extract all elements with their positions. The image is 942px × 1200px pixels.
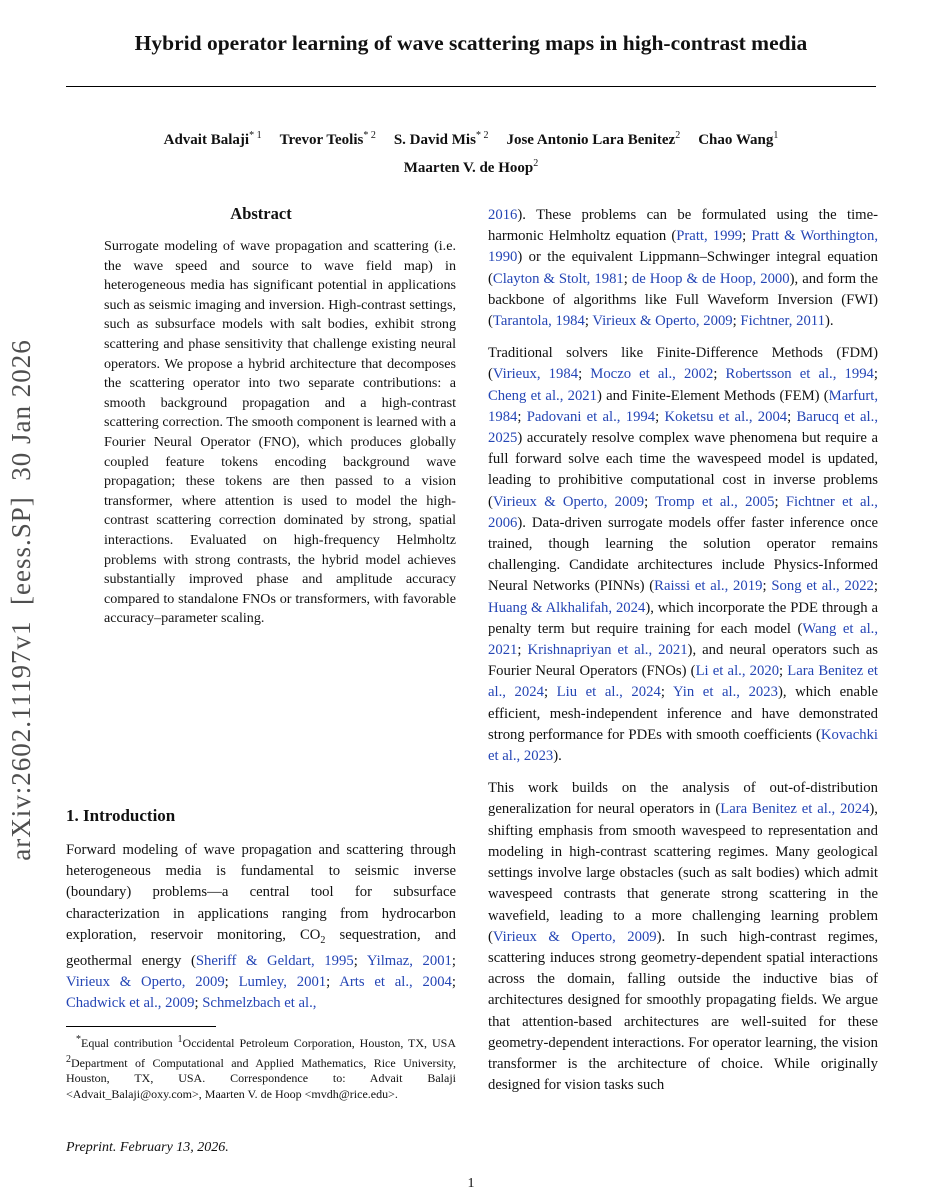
footnote-rule	[66, 1026, 216, 1027]
text-segment: Chao Wang	[698, 132, 774, 148]
text-segment: ;	[660, 684, 673, 701]
citation-link[interactable]: Virieux & Operto, 2009	[492, 493, 645, 510]
right-column	[488, 205, 878, 1107]
text-segment: ;	[353, 952, 367, 969]
text-segment: ) accurately resolve complex wave phenomena but require a full forward solve each time the wavespeed model is updated, leading to prohibitive computational cost in inverse problems (	[488, 430, 878, 510]
citation-link[interactable]: Clayton & Stolt, 1981	[492, 270, 624, 287]
right-paragraph-3	[488, 778, 878, 1096]
citation-link[interactable]: Krishnapriyan et al., 2021	[527, 642, 688, 659]
authors-line-2	[66, 152, 876, 180]
citation-link[interactable]: Raissi et al., 2019	[654, 578, 763, 595]
text-segment: ;	[732, 313, 741, 330]
text-segment: ), and form the backbone of algorithms like Full Waveform Inversion (FWI) (	[488, 270, 879, 330]
authors-line-1	[66, 124, 876, 152]
text-segment: ;	[873, 366, 878, 383]
text-segment: ).	[824, 313, 834, 330]
text-segment: ). These problems can be formulated using the time-harmonic Helmholtz equation (	[488, 207, 878, 245]
citation-link[interactable]: Kovachki et al., 2023	[488, 726, 878, 765]
text-segment: ;	[517, 642, 528, 659]
citation-link[interactable]: Cheng et al., 2021	[488, 387, 597, 404]
text-segment: ). Data-driven surrogate models offer faster inference once trained, though learning the solution operator remains challenging. Candidate architectures include Physics-Informed Neural Networks (PINNs) (	[488, 514, 878, 595]
abstract-text: Surrogate modeling of wave propagation and scattering (i.e. the wave speed and source to wave field map) in heterogeneous media has significant potential in applications such as seismic imaging and inversion. High-contrast settings, such as subsurface models with salt bodies, exhibit strong scattering and phase sensitivity that challenge existing neural operators. We propose a hybrid architecture that decomposes the scattering operator into two separate contributions: a smooth background propagation and a high-contrast scattering correction. The smooth component is learned with a Fourier Neural Operator (FNO), which produces globally coupled feature tokens encoding background wave propagation; these tokens are then passed to a vision transformer, where attention is used to model the high-contrast scattering correction dominated by strong, spatial interactions. Evaluated on high-frequency Helmholtz problems with strong contrasts, the hybrid model achieves substantially improved phase and amplitude accuracy compared to standalone FNOs or transformers, with favorable accuracy–parameter scaling.	[104, 238, 456, 627]
text-segment: ;	[655, 408, 665, 425]
citation-link[interactable]: Koketsu et al., 2004	[664, 408, 788, 425]
text-segment: 2	[533, 158, 539, 169]
citation-link[interactable]: Fichtner et al., 2006	[488, 493, 878, 531]
citation-link[interactable]: Virieux & Operto, 2009	[592, 313, 733, 330]
text-segment: Maarten V. de Hoop	[403, 160, 534, 176]
text-segment: This work builds on the analysis of out-of-distribution generalization for neural operators in (	[488, 780, 878, 818]
text-segment: Trevor Teolis	[279, 132, 364, 148]
citation-link[interactable]: Song et al., 2022	[771, 578, 874, 595]
citation-link[interactable]: Barucq et al., 2025	[488, 408, 878, 447]
citation-link[interactable]: Tromp et al., 2005	[655, 493, 775, 510]
text-segment: ;	[451, 952, 456, 969]
title-rule	[66, 86, 876, 87]
citation-link[interactable]: Schmelzbach et al.,	[202, 995, 317, 1012]
left-column	[66, 204, 456, 629]
citation-link[interactable]: Huang & Alkhalifah, 2024	[488, 599, 646, 616]
text-segment: ).	[553, 748, 562, 765]
text-segment: ;	[224, 974, 239, 991]
text-segment: ;	[578, 366, 591, 383]
citation-link[interactable]: Liu et al., 2024	[556, 684, 661, 701]
citation-link[interactable]: Li et al., 2020	[695, 663, 780, 680]
text-segment: * 2	[363, 130, 376, 141]
introduction-section	[66, 806, 456, 1026]
citation-link[interactable]: Robertsson et al., 1994	[725, 366, 874, 383]
citation-link[interactable]: Tarantola, 1984	[492, 313, 585, 330]
text-segment: ), which incorporate the PDE through a penalty term but require training for each model (	[488, 599, 878, 637]
citation-link[interactable]: 2016	[488, 207, 518, 223]
section-heading-introduction: 1. Introduction	[66, 806, 176, 825]
citation-link[interactable]: Arts et al., 2004	[339, 974, 452, 991]
text-segment: 1	[177, 1034, 183, 1045]
citation-link[interactable]: Sheriff & Geldart, 1995	[195, 952, 354, 969]
citation-link[interactable]: Yilmaz, 2001	[366, 952, 452, 969]
paper-title: Hybrid operator learning of wave scattering maps in high-contrast media	[134, 31, 808, 55]
text-segment: ) or the equivalent Lippmann–Schwinger integral equation (	[488, 249, 878, 287]
text-segment: Traditional solvers like Finite-Difference Methods (FDM) (	[488, 345, 878, 383]
text-segment: 2	[66, 1053, 71, 1065]
text-segment: 2	[320, 934, 326, 946]
text-segment: ;	[873, 578, 878, 595]
citation-link[interactable]: Lara Benitez et al., 2024	[488, 663, 878, 701]
text-segment: ;	[774, 493, 786, 510]
text-segment: ) and Finite-Element Methods (FEM) (	[596, 387, 829, 404]
text-segment: 2	[675, 130, 681, 141]
text-segment: ), shifting emphasis from smooth wavespeed to representation and modeling in high-contrast scattering regimes. Many geological settings involve large obstacles (such as salt bodies) which admit wavespeed contrasts that generate strong scattering in the wavefield, leading to a more challenging learning problem (	[488, 801, 878, 945]
text-segment: Equal contribution	[81, 1036, 178, 1050]
text-segment: ), and neural operators such as Fourier Neural Operators (FNOs) (	[488, 642, 878, 680]
text-segment: ;	[623, 270, 632, 287]
citation-link[interactable]: Virieux & Operto, 2009	[66, 974, 225, 991]
text-segment: ;	[543, 684, 557, 701]
text-segment: ;	[787, 408, 797, 425]
abstract-heading: Abstract	[230, 204, 292, 223]
citation-link[interactable]: de Hoop & de Hoop, 2000	[631, 270, 790, 287]
text-segment: ;	[644, 493, 656, 510]
right-paragraph-2	[488, 343, 878, 767]
citation-link[interactable]: Pratt & Worthington, 1990	[488, 228, 878, 266]
citation-link[interactable]: Pratt, 1999	[676, 228, 743, 245]
citation-link[interactable]: Lumley, 2001	[238, 974, 327, 991]
citation-link[interactable]: Virieux & Operto, 2009	[492, 928, 657, 945]
text-segment: *	[76, 1034, 81, 1045]
text-segment: ;	[584, 313, 593, 330]
citation-link[interactable]: Moczo et al., 2002	[590, 366, 714, 383]
text-segment: 1	[773, 130, 779, 141]
citation-link[interactable]: Wang et al., 2021	[488, 620, 878, 659]
text-segment: ;	[194, 995, 203, 1012]
authors-block	[66, 124, 876, 180]
text-segment: ), which enable efficient, mesh-independent inference and have demonstrated strong performance for PDEs with smooth coefficients (	[488, 684, 878, 743]
text-segment: ;	[451, 974, 456, 991]
citation-link[interactable]: Yin et al., 2023	[672, 684, 778, 701]
text-segment: ;	[326, 974, 340, 991]
citation-link[interactable]: Fichtner, 2011	[740, 313, 825, 330]
right-paragraph-1	[488, 205, 878, 332]
citation-link[interactable]: Lara Benitez et al., 2024	[720, 801, 870, 818]
text-segment: ;	[713, 366, 726, 383]
text-segment: Department of Computational and Applied Mathematics, Rice University, Houston, TX, USA. Correspondence to: Advait Balaji <Advait_Balaji@oxy.com>, Maarten V. de Hoop <mvdh@rice.edu>.	[66, 1055, 456, 1101]
citation-link[interactable]: Chadwick et al., 2009	[66, 995, 195, 1012]
citation-link[interactable]: Virieux, 1984	[492, 366, 579, 383]
text-segment: ). In such high-contrast regimes, scattering induces strong geometry-dependent spatial interactions across the domain, falling outside the inductive bias of architectures designed for smoothly propagating fields. We argue that attention-based architectures are well-suited for these geometry-dependent interactions. For operator learning, the vision transformer is the architecture of choice. While originally designed for vision tasks such	[488, 928, 878, 1094]
footnote-text	[66, 1032, 456, 1102]
text-segment: Jose Antonio Lara Benitez	[506, 132, 676, 148]
text-segment: sequestration, and geothermal energy (	[66, 926, 456, 969]
text-segment: Forward modeling of wave propagation and scattering through heterogeneous media is fundamental to seismic inverse (boundary) problems—a central tool for subsurface characterization in applications ranging from hydrocarbon exploration, reservoir monitoring, CO	[66, 842, 456, 943]
arxiv-stamp: arXiv:2602.11197v1 [eess.SP] 30 Jan 2026	[6, 339, 36, 861]
text-segment: ;	[762, 578, 772, 595]
text-segment: * 1	[249, 130, 262, 141]
intro-paragraph	[66, 840, 456, 1015]
text-segment: Occidental Petroleum Corporation, Houston, TX, USA	[182, 1036, 456, 1050]
preprint-note: Preprint. February 13, 2026.	[66, 1140, 229, 1155]
page-number: 1	[467, 1176, 475, 1191]
text-segment: S. David Mis	[393, 132, 476, 148]
footnote-block	[66, 1026, 456, 1102]
citation-link[interactable]: Padovani et al., 1994	[526, 408, 656, 425]
text-segment: ;	[517, 408, 527, 425]
citation-link[interactable]: Marfurt, 1984	[488, 387, 879, 425]
text-segment: * 2	[475, 130, 489, 141]
text-segment: ;	[742, 228, 752, 245]
text-segment: Advait Balaji	[163, 132, 250, 148]
text-segment: ;	[779, 663, 788, 680]
